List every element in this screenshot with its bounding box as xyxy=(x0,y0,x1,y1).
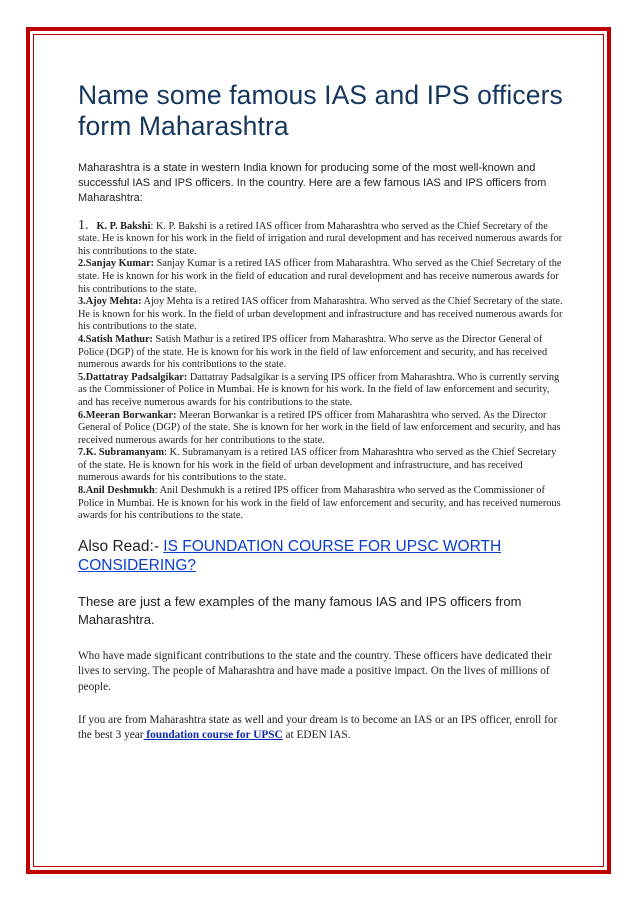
cta-paragraph: If you are from Maharashtra state as well and your dream is to become an IAS or an IPS officer, enroll for the best 3 year foundation course for UPSC at EDEN IAS. xyxy=(78,713,558,742)
officer-name: Satish Mathur: xyxy=(85,333,153,345)
officer-name: Sanjay Kumar: xyxy=(85,258,155,270)
officer-number: 6. xyxy=(78,409,86,421)
officer-name: Meeran Borwankar: xyxy=(85,409,177,421)
officer-number: 8. xyxy=(78,485,86,497)
contributions-paragraph: Who have made significant contributions to the state and the country. These officers have dedicated their lives to serving. The people of Maharashtra and have made a positive impact. On the lives of millions of people. xyxy=(78,649,552,694)
officer-description: Anil Deshmukh is a retired IPS officer from Maharashtra who served as the Commissioner of Police in Mumbai. He is known for his work in the field of law enforcement and security, and has received numerous awards for his contributions to the state. xyxy=(78,485,561,522)
also-read-link[interactable]: IS FOUNDATION COURSE FOR UPSC WORTH CONSIDERING? xyxy=(78,537,502,574)
officer-number: 7. xyxy=(78,447,86,459)
also-read xyxy=(78,537,564,575)
officer-description: K. Subramanyam is a retired IAS officer from Maharashtra who served as the Chief Secretary of the state. He is known for his work in the field of urban development and infrastructure, and has received numerous awards for his contributions to the state. xyxy=(78,447,557,484)
officer-number: 4. xyxy=(78,333,86,345)
officer-number: 5. xyxy=(78,371,86,383)
officer-list xyxy=(78,217,564,523)
officer-item-2 xyxy=(78,258,564,296)
officer-item-6 xyxy=(78,410,564,448)
officer-number: 3. xyxy=(78,296,86,308)
officer-description: Dattatray Padsalgikar is a serving IPS officer from Maharashtra. Who is currently serving as the Commissioner of Police in Mumbai. He is known for his work. In the field of law enforcement and security, and has receive numerous awards for his contributions to the state. xyxy=(78,371,560,408)
officer-name: Ajoy Mehta: xyxy=(85,296,142,308)
officer-item-7: 7.K. Subramanyam: K. Subramanyam is a retired IAS officer from Maharashtra who served as the Chief Secretary of the state. He is known for his work in the field of urban development and infrastructure, and has received numerous awards for his contributions to the state. xyxy=(78,447,557,484)
officer-description: Meeran Borwankar is a retired IPS officer from Maharashtra who served. As the Director General of Police (DGP) of the state. She is known for her work in the field of law enforcement and security, and has received numerous awards for her contributions to the state. xyxy=(78,409,561,446)
officer-number: 1. xyxy=(78,217,89,233)
officer-description: K. P. Bakshi is a retired IAS officer from Maharashtra who served as the Chief Secretary of the state. He is known for his work in the field of irrigation and rural development and has received numerous awards for his contributions to the state. xyxy=(78,220,563,257)
officer-name: K. Subramanyam xyxy=(85,447,165,459)
officer-name: K. P. Bakshi xyxy=(96,220,151,232)
examples-paragraph: These are just a few examples of the many famous IAS and IPS officers from Maharashtra. xyxy=(78,593,522,627)
intro-paragraph: Maharashtra is a state in western India known for producing some of the most well-known and successful IAS and IPS officers. In the country. Here are a few famous IAS and IPS officers from Maharashtra: xyxy=(78,162,547,205)
also-read-prefix: Also Read:- xyxy=(78,537,164,555)
officer-name: Dattatray Padsalgikar: xyxy=(85,371,188,383)
document-content xyxy=(78,80,564,744)
page-title: Name some famous IAS and IPS officers form Maharashtra xyxy=(78,80,563,141)
officer-number: 2. xyxy=(78,258,86,270)
officer-item-4 xyxy=(78,334,564,372)
officer-item-8: 8.Anil Deshmukh: Anil Deshmukh is a retired IPS officer from Maharashtra who served as the Commissioner of Police in Mumbai. He is known for his work in the field of law enforcement and security, and has received numerous awards for his contributions to the state. xyxy=(78,485,561,522)
officer-description: Sanjay Kumar is a retired IAS officer from Maharashtra. Who served as the Chief Secretary of the state. He is known for his work in the field of education and rural development and has receive numerous awards for his contributions to the state. xyxy=(78,258,562,295)
officer-name: Anil Deshmukh xyxy=(85,485,155,497)
foundation-course-link[interactable]: foundation course for UPSC xyxy=(143,729,283,742)
officer-description: Ajoy Mehta is a retired IAS officer from Maharashtra. Who served as the Chief Secretary of the state. He is known for his work. In the field of urban development and infrastructure and has received numerous awards for his contributions to the state. xyxy=(78,296,563,333)
officer-item-5 xyxy=(78,372,564,410)
officer-item-3 xyxy=(78,296,564,334)
officer-description: Satish Mathur is a retired IPS officer from Maharashtra. Who serve as the Director General of Police (DGP) of the state. He is known for his work in the field of law enforcement and security, and has received numerous awards for his contributions to the state. xyxy=(78,333,548,371)
officer-item-1: 1. K. P. Bakshi: K. P. Bakshi is a retired IAS officer from Maharashtra who served as the Chief Secretary of the state. He is known for his work in the field of irrigation and rural development and has received numerous awards for his contributions to the state. xyxy=(78,217,563,257)
